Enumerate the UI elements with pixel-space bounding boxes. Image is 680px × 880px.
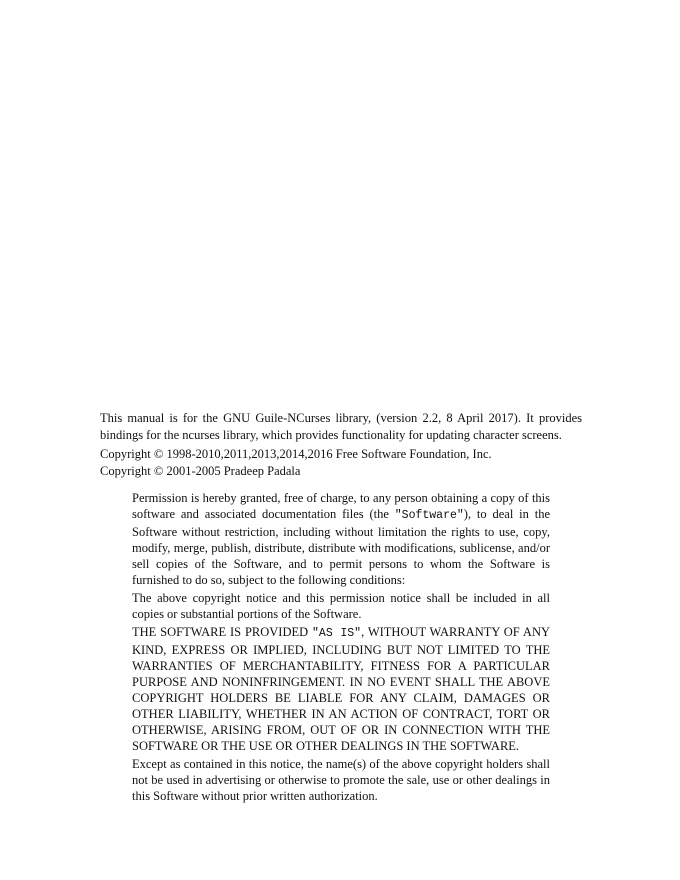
- copyright-padala: Copyright © 2001-2005 Pradeep Padala: [100, 463, 301, 478]
- license-permission-paragraph: [132, 490, 550, 588]
- license-notice-paragraph: The above copyright notice and this permission notice shall be included in all copies or substantial portions of the Software.: [132, 591, 550, 621]
- manual-intro: [100, 410, 582, 479]
- license-warranty-text-b: , WITHOUT WARRANTY OF ANY KIND, EXPRESS OR IMPLIED, INCLUDING BUT NOT LIMITED TO THE WARRANTIES OF MERCHANTABILITY, FITNESS FOR A PARTICULAR PURPOSE AND NONINFRINGEMENT. IN NO EVENT SHALL THE ABOVE COPYRIGHT HOLDERS BE LIABLE FOR ANY CLAIM, DAMAGES OR OTHER LIABILITY, WHETHER IN AN ACTION OF CONTRACT, TORT OR OTHERWISE, ARISING FROM, OUT OF OR IN CONNECTION WITH THE SOFTWARE OR THE USE OR OTHER DEALINGS IN THE SOFTWARE.: [132, 625, 551, 753]
- license-warranty-paragraph: [132, 624, 550, 754]
- copyright-fsf: Copyright © 1998-2010,2011,2013,2014,2016 Free Software Foundation, Inc.: [100, 447, 492, 461]
- license-permission-text-a: Permission is hereby granted, free of charge, to any person obtaining a copy of this software and associated documentation files (the: [132, 491, 550, 521]
- license-name-usage-paragraph: Except as contained in this notice, the name(s) of the above copyright holders shall not be used in advertising or otherwise to promote the sale, use or other dealings in this Software without prior written authorization.: [132, 757, 550, 803]
- manual-description: This manual is for the GNU Guile-NCurses library, (version 2.2, 8 April 2017). It provides bindings for the ncurses library, which provides functionality for updating character screens.: [100, 411, 582, 442]
- as-is-quoted-term: "AS IS": [312, 627, 362, 640]
- license-text: [132, 490, 550, 806]
- license-warranty-text-a: THE SOFTWARE IS PROVIDED: [132, 625, 313, 639]
- software-quoted-term: "Software": [394, 509, 464, 522]
- license-permission-text-b: ), to deal in the Software without restriction, including without limitation the rights to use, copy, modify, merge, publish, distribute, distribute with modifications, sublicense, and/or sell copies of the Software, and to permit persons to whom the Software is furnished to do so, subject to the following conditions:: [132, 507, 550, 587]
